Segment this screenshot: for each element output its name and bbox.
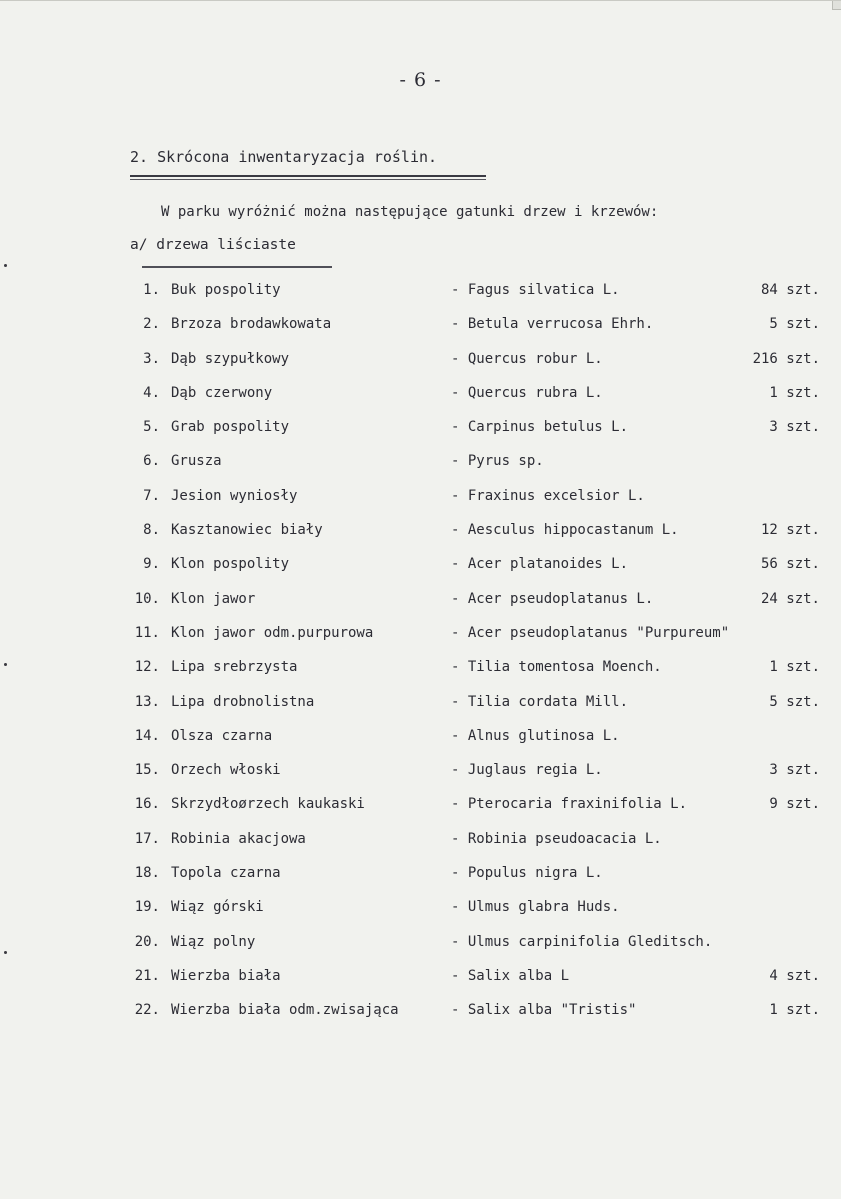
intro-text: W parku wyróżnić można następujące gatunki drzew i krzewów: xyxy=(161,204,659,220)
entry-number: 20. xyxy=(134,933,160,950)
list-item xyxy=(0,591,841,625)
entry-number: 11. xyxy=(134,624,160,641)
list-item xyxy=(0,934,841,968)
latin-name: - Pyrus sp. xyxy=(451,453,544,470)
list-item xyxy=(0,351,841,385)
count: 1 szt. xyxy=(769,384,820,401)
latin-name: - Betula verrucosa Ehrh. xyxy=(451,316,654,333)
polish-name: Orzech włoski xyxy=(171,762,281,779)
list-item xyxy=(0,556,841,590)
count: 5 szt. xyxy=(769,316,820,333)
list-item xyxy=(0,1002,841,1036)
polish-name: Lipa drobnolistna xyxy=(171,693,315,710)
latin-name: - Carpinus betulus L. xyxy=(451,419,629,436)
list-item xyxy=(0,316,841,350)
polish-name: Klon jawor odm.purpurowa xyxy=(171,624,374,641)
polish-name: Wierzba biała odm.zwisająca xyxy=(171,1002,399,1019)
entry-number: 16. xyxy=(134,796,160,813)
list-item xyxy=(0,796,841,830)
entry-number: 10. xyxy=(134,590,160,607)
latin-name: - Fraxinus excelsior L. xyxy=(451,487,645,504)
list-item xyxy=(0,419,841,453)
entry-number: 2. xyxy=(143,316,160,333)
list-item xyxy=(0,865,841,899)
entry-number: 6. xyxy=(143,453,160,470)
polish-name: Lipa srebrzysta xyxy=(171,659,298,676)
entry-number: 12. xyxy=(134,659,160,676)
entry-number: 13. xyxy=(134,693,160,710)
polish-name: Kasztanowiec biały xyxy=(171,522,323,539)
entry-number: 19. xyxy=(134,899,160,916)
polish-name: Olsza czarna xyxy=(171,727,273,744)
count: 12 szt. xyxy=(760,522,820,539)
polish-name: Skrzydłoørzech kaukaski xyxy=(171,796,365,813)
polish-name: Jesion wyniosły xyxy=(171,487,298,504)
margin-dot xyxy=(4,264,7,267)
entry-number: 5. xyxy=(143,419,160,436)
entry-number: 15. xyxy=(134,762,160,779)
polish-name: Dąb szypułkowy xyxy=(171,350,290,367)
entry-number: 7. xyxy=(143,487,160,504)
corner-mark xyxy=(832,1,841,10)
entry-number: 17. xyxy=(134,830,160,847)
latin-name: - Salix alba L xyxy=(451,967,570,984)
count: 1 szt. xyxy=(769,659,820,676)
polish-name: Grusza xyxy=(171,453,222,470)
list-item xyxy=(0,728,841,762)
list-item xyxy=(0,522,841,556)
polish-name: Wierzba biała xyxy=(171,967,281,984)
latin-name: - Ulmus carpinifolia Gleditsch. xyxy=(451,933,713,950)
subheading: a/ drzewa liściaste xyxy=(130,237,296,253)
list-item xyxy=(0,968,841,1002)
count: 216 szt. xyxy=(752,350,820,367)
entry-number: 22. xyxy=(134,1002,160,1019)
list-item xyxy=(0,659,841,693)
latin-name: - Quercus robur L. xyxy=(451,350,603,367)
section-heading: 2. Skrócona inwentaryzacja roślin. xyxy=(130,148,438,166)
latin-name: - Quercus rubra L. xyxy=(451,384,603,401)
count: 3 szt. xyxy=(769,419,820,436)
count: 9 szt. xyxy=(769,796,820,813)
count: 56 szt. xyxy=(760,556,820,573)
latin-name: - Pterocaria fraxinifolia L. xyxy=(451,796,688,813)
entry-number: 1. xyxy=(143,282,160,298)
entry-number: 9. xyxy=(143,556,160,573)
polish-name: Wiąz polny xyxy=(171,933,256,950)
polish-name: Dąb czerwony xyxy=(171,384,273,401)
latin-name: - Salix alba "Tristis" xyxy=(451,1002,637,1019)
list-item xyxy=(0,899,841,933)
count: 4 szt. xyxy=(769,967,820,984)
polish-name: Buk pospolity xyxy=(171,282,281,298)
list-item xyxy=(0,762,841,796)
heading-underline xyxy=(130,175,486,177)
list-item xyxy=(0,282,841,316)
entry-number: 8. xyxy=(143,522,160,539)
latin-name: - Acer pseudoplatanus L. xyxy=(451,590,654,607)
list-item xyxy=(0,385,841,419)
latin-name: - Aesculus hippocastanum L. xyxy=(451,522,679,539)
count: 84 szt. xyxy=(760,282,820,298)
latin-name: - Juglaus regia L. xyxy=(451,762,603,779)
page-number: - 6 - xyxy=(399,69,442,91)
list-item xyxy=(0,694,841,728)
latin-name: - Populus nigra L. xyxy=(451,865,603,882)
subheading-underline xyxy=(142,266,332,268)
latin-name: - Fagus silvatica L. xyxy=(451,282,620,298)
list-item xyxy=(0,625,841,659)
entry-number: 14. xyxy=(134,727,160,744)
polish-name: Wiąz górski xyxy=(171,899,264,916)
count: 1 szt. xyxy=(769,1002,820,1019)
polish-name: Grab pospolity xyxy=(171,419,290,436)
latin-name: - Tilia cordata Mill. xyxy=(451,693,629,710)
heading-underline xyxy=(130,179,486,180)
polish-name: Topola czarna xyxy=(171,865,281,882)
latin-name: - Acer pseudoplatanus "Purpureum" xyxy=(451,624,730,641)
polish-name: Klon pospolity xyxy=(171,556,290,573)
list-item xyxy=(0,488,841,522)
species-list xyxy=(0,282,841,1037)
list-item xyxy=(0,453,841,487)
polish-name: Klon jawor xyxy=(171,590,256,607)
entry-number: 21. xyxy=(134,967,160,984)
list-item xyxy=(0,831,841,865)
latin-name: - Ulmus glabra Huds. xyxy=(451,899,620,916)
latin-name: - Robinia pseudoacacia L. xyxy=(451,830,662,847)
count: 3 szt. xyxy=(769,762,820,779)
entry-number: 3. xyxy=(143,350,160,367)
latin-name: - Acer platanoides L. xyxy=(451,556,629,573)
count: 24 szt. xyxy=(760,590,820,607)
entry-number: 4. xyxy=(143,384,160,401)
entry-number: 18. xyxy=(134,865,160,882)
polish-name: Brzoza brodawkowata xyxy=(171,316,332,333)
count: 5 szt. xyxy=(769,693,820,710)
latin-name: - Alnus glutinosa L. xyxy=(451,727,620,744)
latin-name: - Tilia tomentosa Moench. xyxy=(451,659,662,676)
polish-name: Robinia akacjowa xyxy=(171,830,306,847)
